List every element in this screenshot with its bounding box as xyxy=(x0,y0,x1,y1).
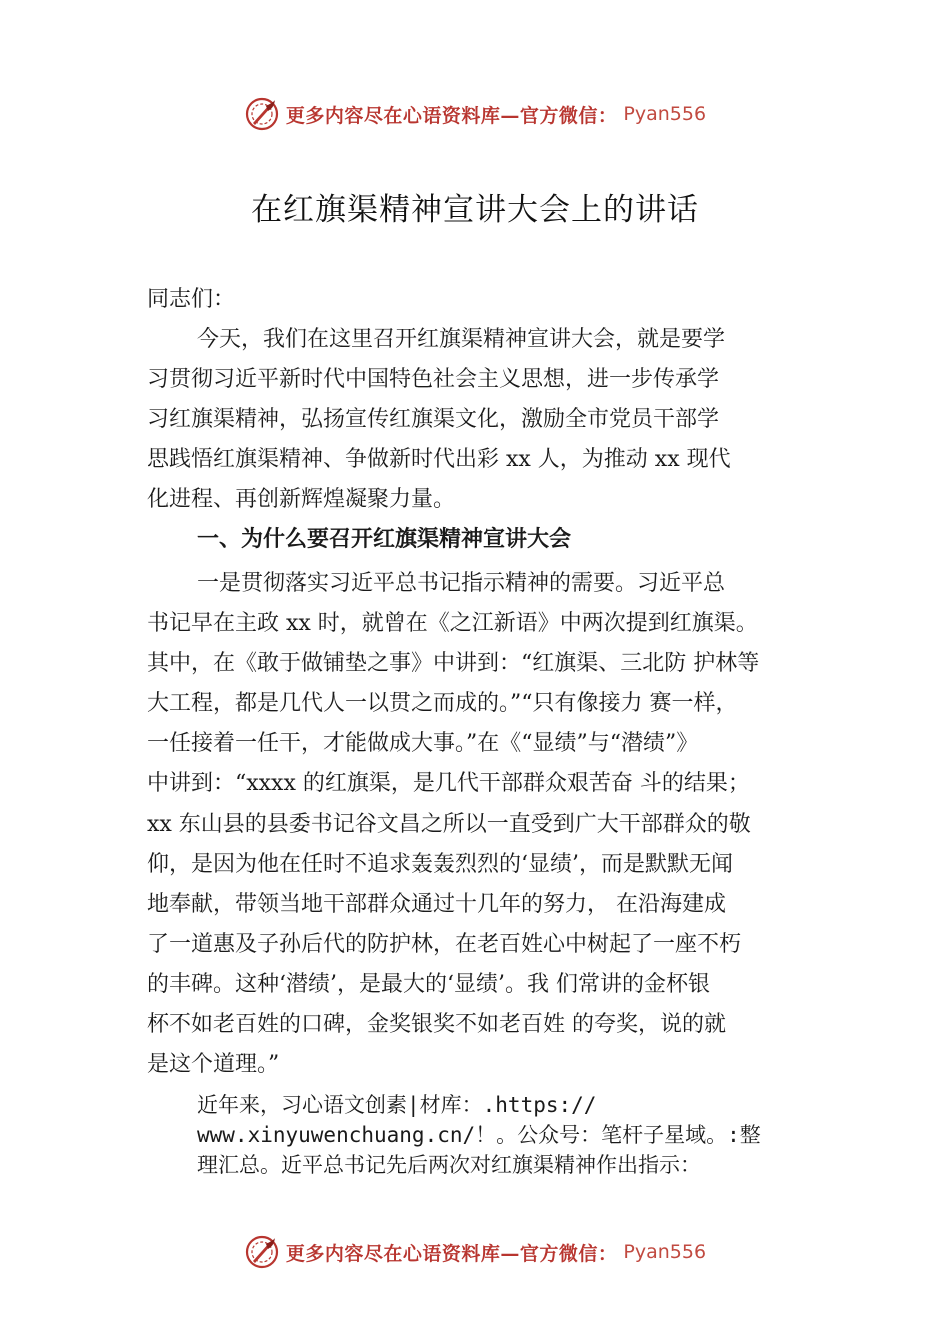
quill-logo-icon xyxy=(244,1234,280,1270)
banner-text: 更多内容尽在心语资料库—官方微信： xyxy=(285,1242,618,1265)
section1-line-1: 一是贯彻落实习近平总书记指示精神的需要。习近平总 xyxy=(197,571,726,596)
document-title: 在红旗渠精神宣讲大会上的讲话 xyxy=(251,192,699,228)
quill-logo-icon xyxy=(244,96,280,132)
section1-line-6: 中讲到：“xxxx 的红旗渠，是几代干部群众艰苦奋 斗的结果； xyxy=(147,771,750,796)
section1-line-8: 仰，是因为他在任时不追求轰轰烈烈的‘显绩’，而是默默无闻 xyxy=(147,852,733,877)
intro-line-3: 习红旗渠精神，弘扬宣传红旗渠文化，激励全市党员干部学 xyxy=(147,407,720,432)
section1-line-9: 地奉献，带领当地干部群众通过十几年的努力， 在沿海建成 xyxy=(147,892,726,917)
footer-banner xyxy=(0,1232,950,1272)
section1-line-7: xx 东山县的县委书记谷文昌之所以一直受到广大干部群众的敬 xyxy=(147,812,751,837)
intro-line-5: 化进程、再创新辉煌凝聚力量。 xyxy=(147,487,456,512)
tail-line-3: 理汇总。近平总书记先后两次对红旗渠精神作出指示： xyxy=(197,1153,701,1177)
section1-line-13: 是这个道理。” xyxy=(147,1052,280,1077)
section1-line-10: 了一道惠及子孙后代的防护林，在老百姓心中树起了一座不朽 xyxy=(147,932,742,957)
section-heading-1: 一、为什么要召开红旗渠精神宣讲大会 xyxy=(197,527,572,552)
tail-line-2: www.xinyuwenchuang.cn/！。公众号：笔杆子星域。:整 xyxy=(197,1123,761,1147)
header-banner xyxy=(0,94,950,134)
intro-line-4: 思践悟红旗渠精神、争做新时代出彩 xx 人，为推动 xx 现代 xyxy=(147,447,731,472)
banner-wechat-id: Pyan556 xyxy=(623,1241,707,1263)
greeting: 同志们： xyxy=(147,287,236,312)
intro-line-2: 习贯彻习近平新时代中国特色社会主义思想，进一步传承学 xyxy=(147,367,720,392)
section1-line-3: 其中，在《敢于做铺垫之事》中讲到：“红旗渠、三北防 护林等 xyxy=(147,651,760,676)
section1-line-11: 的丰碑。这种‘潜绩’，是最大的‘显绩’。我 们常讲的金杯银 xyxy=(147,972,710,997)
section1-line-2: 书记早在主政 xx 时，就曾在《之江新语》中两次提到红旗渠。 xyxy=(147,611,758,636)
section1-line-5: 一任接着一任干，才能做成大事。”在《“显绩”与“潜绩”》 xyxy=(147,731,699,756)
tail-line-1: 近年来，习心语文创素|材库：.https:// xyxy=(197,1093,597,1117)
section1-line-4: 大工程，都是几代人一以贯之而成的。”“只有像接力 赛一样， xyxy=(147,691,738,716)
banner-text: 更多内容尽在心语资料库—官方微信： xyxy=(285,104,618,127)
banner-wechat-id: Pyan556 xyxy=(623,103,707,125)
intro-line-1: 今天，我们在这里召开红旗渠精神宣讲大会，就是要学 xyxy=(197,327,726,352)
section1-line-12: 杯不如老百姓的口碑，金奖银奖不如老百姓 的夸奖，说的就 xyxy=(147,1012,726,1037)
